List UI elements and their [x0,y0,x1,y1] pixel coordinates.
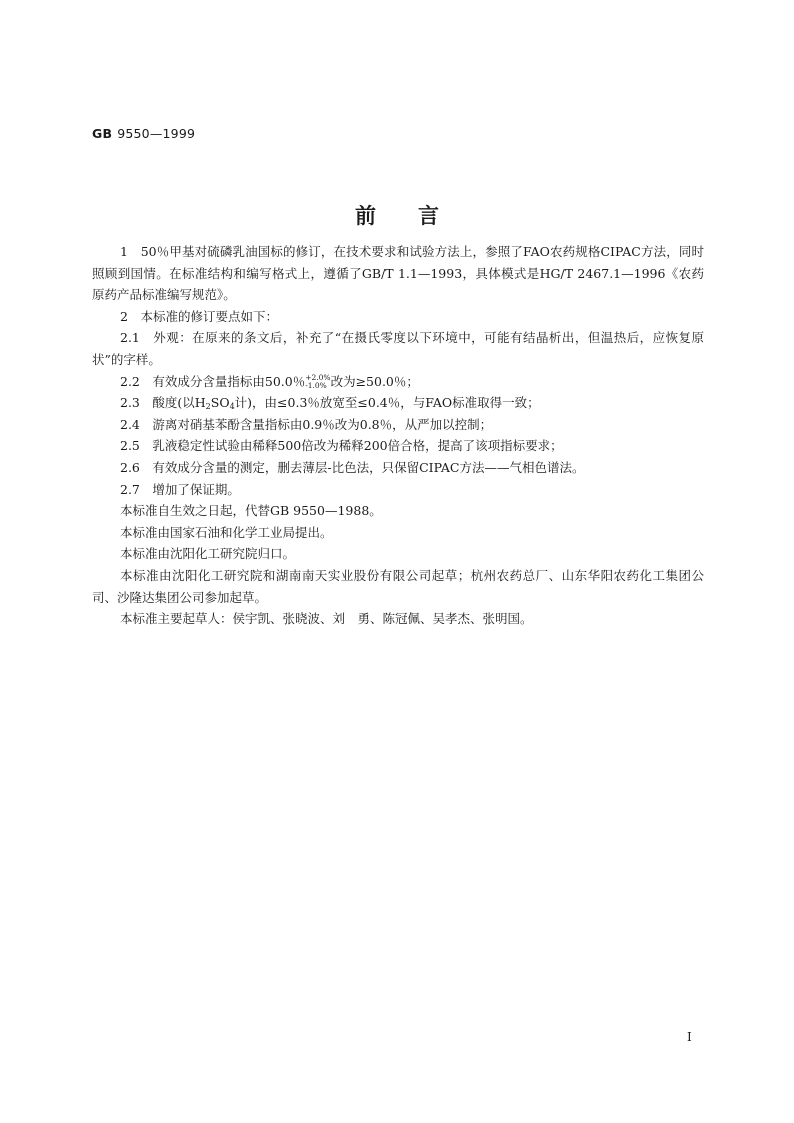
acidity-text-c: 计)，由≤0.3％放宽至≤0.4％，与FAO标准取得一致； [234,395,540,411]
paragraph-replaces: 本标准自生效之日起，代替GB 9550—1988。 [120,503,382,519]
content-index-text-end: 改为≥50.0％； [330,373,419,389]
foreword-body [92,241,704,630]
tolerance-lower: -1.0% [305,381,327,391]
subscript-2: 2 [205,402,211,412]
acidity-text-a: 2.3 酸度(以H [120,395,206,411]
paragraph-revision-points: 2 本标准的修订要点如下： [120,308,278,324]
paragraph-centralized-by: 本标准由沈阳化工研究院归口。 [120,546,296,562]
content-index-text: 2.2 有效成分含量指标由50.0％ [120,373,306,389]
standard-code [92,126,195,141]
paragraph-appearance: 2.1 外观：在原来的条文后，补充了“在摄氏零度以下环境中，可能有结晶析出，但温热后，应恢复原状”的字样。 [92,330,704,367]
paragraph-drafted-by: 本标准由沈阳化工研究院和湖南南天实业股份有限公司起草；杭州农药总厂、山东华阳农药化工集团公司、沙隆达集团公司参加起草。 [92,567,704,605]
tolerance-stack [305,374,330,390]
paragraph-content-index [92,371,704,393]
standard-prefix: GB [92,126,113,141]
subscript-4: 4 [229,402,235,412]
paragraph-acidity [92,392,704,414]
paragraph-proposed-by: 本标准由国家石油和化学工业局提出。 [120,524,333,540]
acidity-text-b: SO [210,395,230,411]
paragraph-nitrophenol: 2.4 游离对硝基苯酚含量指标由0.9％改为0.8％，从严加以控制； [120,416,493,432]
paragraph-determination-method: 2.6 有效成分含量的测定，删去薄层-比色法，只保留CIPAC方法——气相色谱法。 [120,459,585,475]
page-number: I [687,1030,692,1044]
page-title: 前言 [355,204,481,228]
paragraph-revision-basis: 1 50％甲基对硫磷乳油国标的修订，在技术要求和试验方法上，参照了FAO农药规格CIPAC方法，同时照顾到国情。在标准结构和编写格式上，遵循了GB/T 1.1—1993，具体模式是HG/T 2467.1—1996《农药原药产品标准编写规范》。 [92,244,704,303]
tolerance-upper: +2.0% [305,373,331,383]
paragraph-emulsion-stability: 2.5 乳液稳定性试验由稀释500倍改为稀释200倍合格，提高了该项指标要求； [120,438,563,454]
paragraph-drafters: 本标准主要起草人：侯宇凯、张晓波、刘 勇、陈冠佩、吴孝杰、张明国。 [120,611,533,627]
standard-number: 9550—1999 [117,126,196,141]
paragraph-warranty: 2.7 增加了保证期。 [120,481,240,497]
